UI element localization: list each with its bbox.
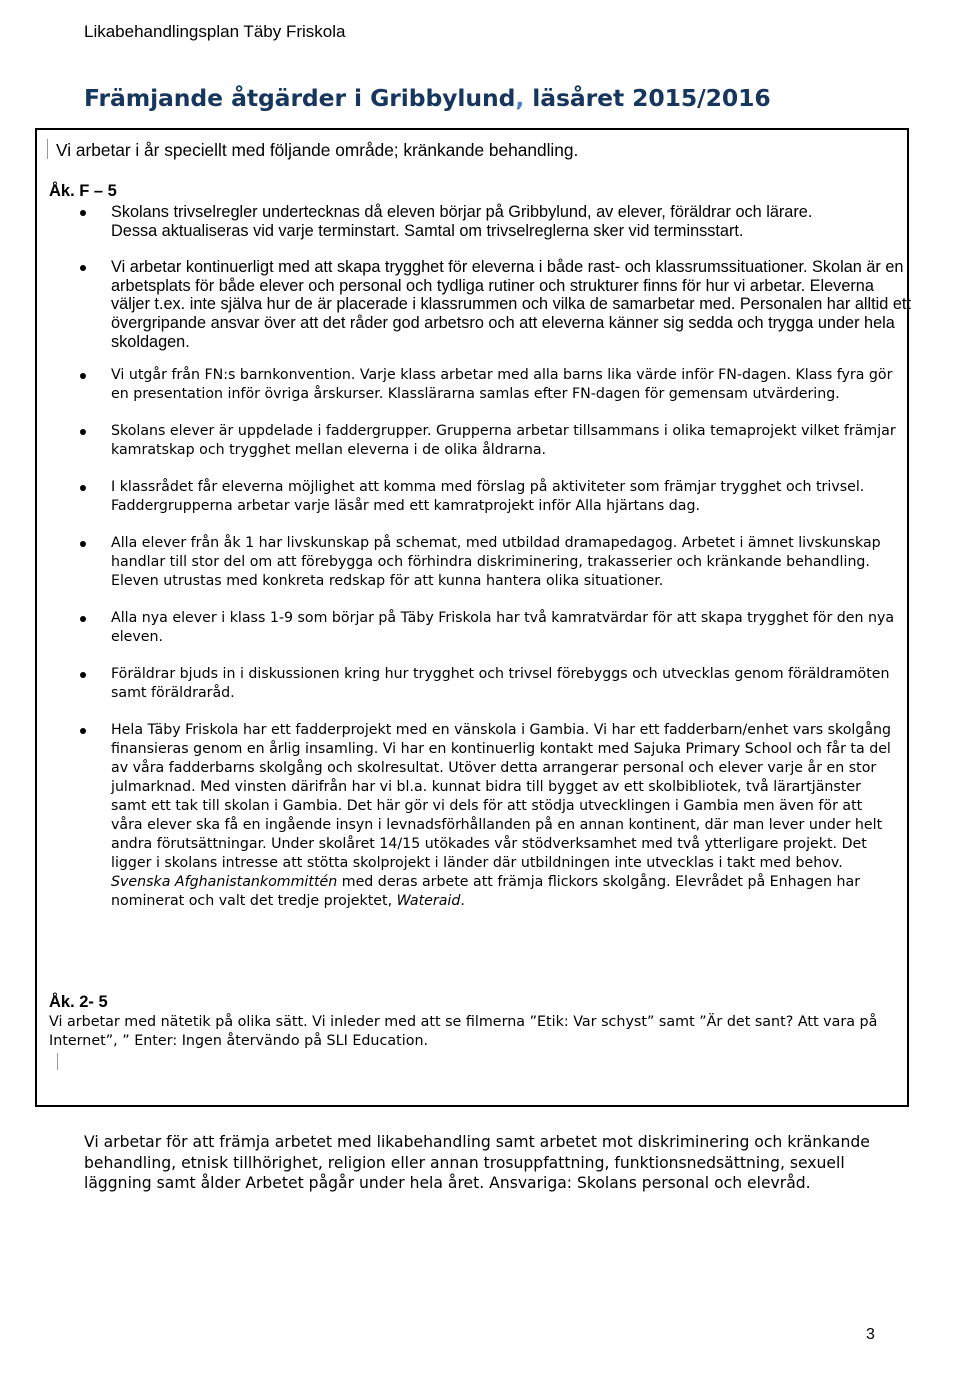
bullet-text: Alla nya elever i klass 1-9 som börjar på Täby Friskola har två kamratvärdar för att skapa trygghet för den nya eleven. [111, 610, 895, 646]
list-item [64, 422, 896, 460]
list-item [64, 366, 896, 404]
list-item [64, 203, 896, 240]
bullet-icon [80, 265, 86, 271]
bullet-icon [80, 485, 86, 491]
bullet-icon [80, 728, 86, 734]
bullet-list [64, 203, 911, 911]
bullet-text-part: Hela Täby Friskola har ett fadderprojekt med en vänskola i Gambia. Vi har ett fadderbarn/enhet vars skolgång finansieras genom en årlig insamling. Vi har en kontinuerlig kontakt med Sajuka Primary School och får ta del av våra fadderbarns skolgång och skolresultat. Utöver detta arrangerar personal och elever varje år en stor julmarknad. Med vinsten därifrån har vi bl.a. kunnat bidra till bygget av ett skolbibliotek, två lärartjänster samt ett tak till skolan i Gambia. Det här gör vi dels för att stödja utvecklingen i Gambia men även för att våra elever ska få en ingående insyn i levnadsförhållanden på en annan kontinent, där man lever under helt andra förutsättningar. Under skolåret 14/15 utökades vår stödverksamhet med två ytterligare projekt. Det ligger i skolans intresse att stötta skolprojekt i länder där utbildningen inte utvecklas i takt med behov. [111, 722, 892, 872]
bullet-text-italic: Svenska Afghanistankommittén [111, 874, 338, 891]
bullet-text [111, 721, 896, 911]
bullet-text: Vi arbetar kontinuerligt med att skapa trygghet för eleverna i både rast- och klassrumssituationer. Skolan är en arbetsplats för både elever och personal och tydliga rutiner och strukturer finns för hur vi arbetar. Eleverna väljer t.ex. inte själva hur de är placerade i klassrummen och vilka de samarbetar med. Personalen har alltid ett övergripande ansvar över att det råder god arbetsro och att eleverna känner sig sedda och trygga under hela skoldagen. [111, 258, 911, 351]
page-heading [84, 84, 771, 112]
page-number: 3 [866, 1326, 875, 1343]
text-cursor-mark [57, 1053, 58, 1070]
bullet-line: Dessa aktualiseras vid varje terminstart. Samtal om trivselreglerna sker vid terminsstart. [111, 221, 744, 240]
grade-25-text: Vi arbetar med nätetik på olika sätt. Vi inleder med att se filmerna ”Etik: Var schyst” samt ”Är det sant? Att vara på Internet”, ” Enter: Ingen återvändo på SLI Education. [49, 1014, 878, 1050]
bullet-line: Skolans trivselregler undertecknas då eleven börjar på Gribbylund, av elever, föräldrar och lärare. [111, 203, 813, 221]
footer-paragraph: Vi arbetar för att främja arbetet med likabehandling samt arbetet mot diskriminering och kränkande behandling, etnisk tillhörighet, religion eller annan trosuppfattning, funktionsnedsättning, sexuell läggning samt ålder Arbetet pågår under hela året. Ansvariga: Skolans personal och elevråd. [84, 1133, 870, 1193]
bullet-icon [80, 429, 86, 435]
bullet-icon [80, 672, 86, 678]
bullet-icon [80, 616, 86, 622]
grade-heading-25: Åk. 2- 5 [49, 993, 108, 1011]
bullet-text-part: med deras arbete att främja flickors skolgång. Elevrådet på Enhagen har nominerat och valt det tredje projektet, [111, 874, 861, 910]
list-item [64, 721, 896, 911]
bullet-text: Vi utgår från FN:s barnkonvention. Varje klass arbetar med alla barns lika värde inför FN-dagen. Klass fyra gör en presentation inför övriga årskurser. Klasslärarna samlas efter FN-dagen för gemensam utvärdering. [111, 367, 893, 403]
bullet-text-part: . [460, 893, 465, 910]
heading-part1: Främjande åtgärder i Gribbylund [84, 84, 516, 112]
list-item [64, 534, 896, 591]
bullet-icon [80, 541, 86, 547]
list-item [64, 665, 896, 703]
list-item [64, 258, 916, 351]
bullet-text-italic: Wateraid [396, 893, 461, 910]
heading-comma: , [515, 84, 525, 112]
list-item [64, 478, 896, 516]
bullet-icon [80, 373, 86, 379]
list-item [64, 609, 896, 647]
box-intro: Vi arbetar i år speciellt med följande område; kränkande behandling. [56, 140, 579, 160]
running-header: Likabehandlingsplan Täby Friskola [84, 22, 346, 41]
bullet-text: I klassrådet får eleverna möjlighet att komma med förslag på aktiviteter som främjar trygghet och trivsel. Faddergrupperna arbetar varje läsår med ett kamratprojekt inför Alla hjärtans dag. [111, 479, 865, 515]
bullet-text: Skolans elever är uppdelade i faddergrupper. Grupperna arbetar tillsammans i olika temaprojekt vilket främjar kamratskap och trygghet mellan eleverna i de olika åldrarna. [111, 423, 896, 459]
text-cursor-mark [47, 139, 48, 159]
heading-part2: läsåret 2015/2016 [524, 84, 771, 112]
grade-heading-f5: Åk. F – 5 [49, 182, 117, 200]
bullet-text: Föräldrar bjuds in i diskussionen kring hur trygghet och trivsel förebyggs och utvecklas genom föräldramöten samt föräldraråd. [111, 666, 890, 702]
bullet-icon [80, 210, 86, 216]
bullet-text: Alla elever från åk 1 har livskunskap på schemat, med utbildad dramapedagog. Arbetet i ämnet livskunskap handlar till stor del om att förebygga och förhindra diskriminering, trakasserier och kränkande behandling. Eleven utrustas med konkreta redskap för att kunna hantera olika situationer. [111, 535, 881, 590]
